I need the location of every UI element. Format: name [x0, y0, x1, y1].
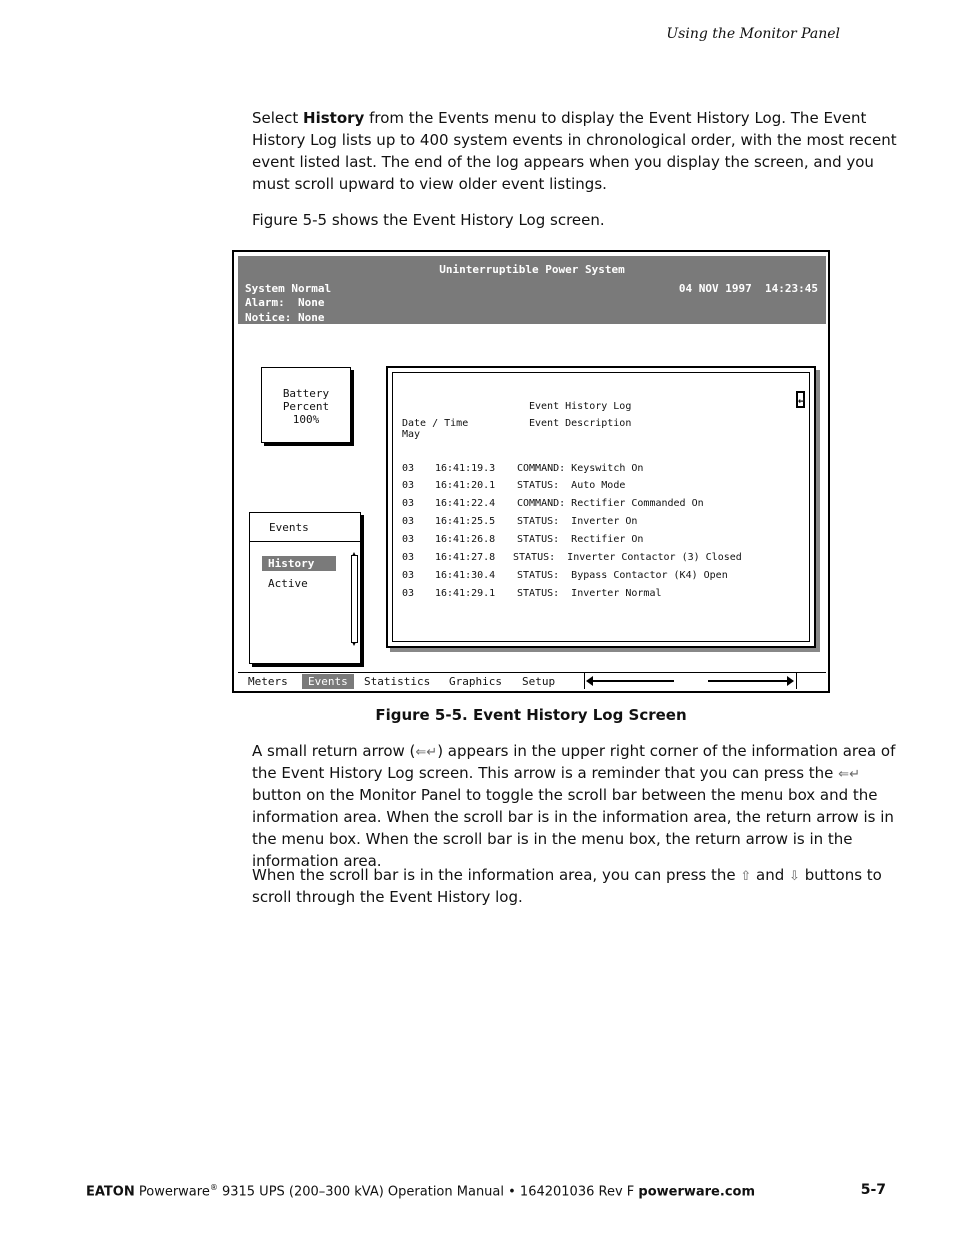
- row-time: 16:41:26.8: [435, 534, 496, 545]
- row-description: COMMAND: Keyswitch On: [517, 463, 644, 474]
- row-time: 16:41:25.5: [435, 516, 496, 527]
- log-month: May: [402, 429, 421, 440]
- text-segment: button on the Monitor Panel to toggle the scroll bar between the menu box and the information area. When the scroll bar is in the information area, the return arrow is in the menu box. When the scroll bar is in the menu box, the return arrow is in the information area.: [252, 786, 894, 870]
- row-day: 03: [402, 516, 415, 527]
- menu-bar-divider: [796, 673, 797, 689]
- menu-item-active[interactable]: Active: [268, 577, 308, 590]
- footer-manual-info: 9315 UPS (200–300 kVA) Operation Manual • 164201036 Rev F: [217, 1184, 639, 1200]
- footer-product: Powerware: [134, 1184, 210, 1200]
- menu-divider: [250, 541, 360, 542]
- status-title: Uninterruptible Power System: [439, 263, 625, 276]
- log-title: Event History Log: [529, 401, 632, 412]
- down-arrow-icon: ⇩: [789, 869, 800, 884]
- row-description: STATUS: Inverter On: [517, 516, 638, 527]
- tab-meters[interactable]: Meters: [248, 675, 288, 688]
- percent-label: Percent: [282, 400, 330, 413]
- page-footer: [86, 1183, 755, 1199]
- notice-status: Notice: None: [245, 311, 325, 324]
- row-time: 16:41:27.8: [435, 552, 496, 563]
- row-description: STATUS: Auto Mode: [517, 480, 626, 491]
- battery-percent-box: [261, 367, 351, 443]
- return-arrow-paragraph: [252, 740, 902, 872]
- menu-item-history[interactable]: History: [262, 556, 336, 571]
- intro-bold-history: History: [303, 109, 365, 127]
- column-event-description: Event Description: [529, 418, 632, 429]
- tab-setup[interactable]: Setup: [522, 675, 556, 688]
- text-segment: and: [751, 866, 790, 884]
- figure-caption: Figure 5-5. Event History Log Screen: [375, 706, 687, 724]
- row-day: 03: [402, 588, 415, 599]
- row-day: 03: [402, 480, 415, 491]
- row-description: STATUS: Inverter Normal: [517, 588, 662, 599]
- tab-statistics[interactable]: Statistics: [364, 675, 431, 688]
- intro-text-start: Select: [252, 109, 304, 127]
- page-number: 5-7: [860, 1182, 886, 1198]
- alarm-status: Alarm: None: [245, 296, 325, 309]
- row-day: 03: [402, 552, 415, 563]
- row-description: COMMAND: Rectifier Commanded On: [517, 498, 704, 509]
- tab-events[interactable]: Events: [302, 674, 354, 689]
- battery-label: Battery: [282, 387, 330, 400]
- figure-reference-paragraph: Figure 5-5 shows the Event History Log screen.: [252, 211, 605, 229]
- text-segment: A small return arrow (: [252, 742, 416, 760]
- row-time: 16:41:20.1: [435, 480, 496, 491]
- event-history-log: [392, 372, 810, 642]
- footer-brand: EATON: [86, 1184, 135, 1200]
- column-date-time: Date / Time: [402, 418, 469, 429]
- scroll-right-arrow-icon[interactable]: [708, 680, 788, 682]
- row-day: 03: [402, 498, 415, 509]
- row-description: STATUS: Rectifier On: [517, 534, 644, 545]
- row-time: 16:41:29.1: [435, 588, 496, 599]
- text-segment: When the scroll bar is in the information area, you can press the: [252, 866, 741, 884]
- intro-paragraph: [252, 107, 902, 195]
- footer-website: powerware.com: [638, 1184, 755, 1200]
- up-arrow-icon: ⇧: [740, 869, 752, 884]
- row-time: 16:41:30.4: [435, 570, 496, 581]
- info-area: [386, 366, 816, 648]
- row-day: 03: [402, 463, 415, 474]
- text-segment: ) appears in the upper right corner of the information area of the Event History Log screen. This arrow is a reminder that you can press the: [252, 742, 896, 782]
- row-time: 16:41:22.4: [435, 498, 496, 509]
- section-header: Using the Monitor Panel: [666, 26, 840, 42]
- row-description: STATUS: Bypass Contactor (K4) Open: [517, 570, 728, 581]
- menu-bar-divider: [584, 673, 585, 689]
- monitor-screen: [232, 250, 830, 693]
- return-arrow-icon[interactable]: ↵: [798, 393, 805, 406]
- return-arrow-icon: ⇐↵: [838, 767, 860, 782]
- row-description: STATUS: Inverter Contactor (3) Closed: [513, 552, 742, 563]
- scroll-paragraph: [252, 864, 902, 908]
- return-arrow-icon: ⇐↵: [415, 745, 438, 760]
- battery-value: 100%: [292, 413, 320, 426]
- menu-bar: [238, 672, 826, 689]
- menu-scrollbar[interactable]: [351, 555, 358, 643]
- tab-graphics[interactable]: Graphics: [449, 675, 502, 688]
- footer-registered-mark: ®: [209, 1183, 218, 1192]
- status-bar: [238, 256, 826, 324]
- system-status: System Normal: [245, 282, 332, 295]
- text-segment: buttons to scroll through the Event History log.: [252, 866, 882, 906]
- row-day: 03: [402, 534, 415, 545]
- menu-title: Events: [269, 521, 309, 534]
- intro-text-end: from the Events menu to display the Event History Log. The Event History Log lists up to 400 system events in chronological order, with the most recent event listed last. The end of the log appears when you display the screen, and you must scroll upward to view older event listings.: [252, 109, 897, 193]
- status-datetime: 04 NOV 1997 14:23:45: [678, 282, 818, 295]
- events-menu-box: [249, 512, 361, 664]
- row-time: 16:41:19.3: [435, 463, 496, 474]
- row-day: 03: [402, 570, 415, 581]
- scroll-left-arrow-icon[interactable]: [592, 680, 674, 682]
